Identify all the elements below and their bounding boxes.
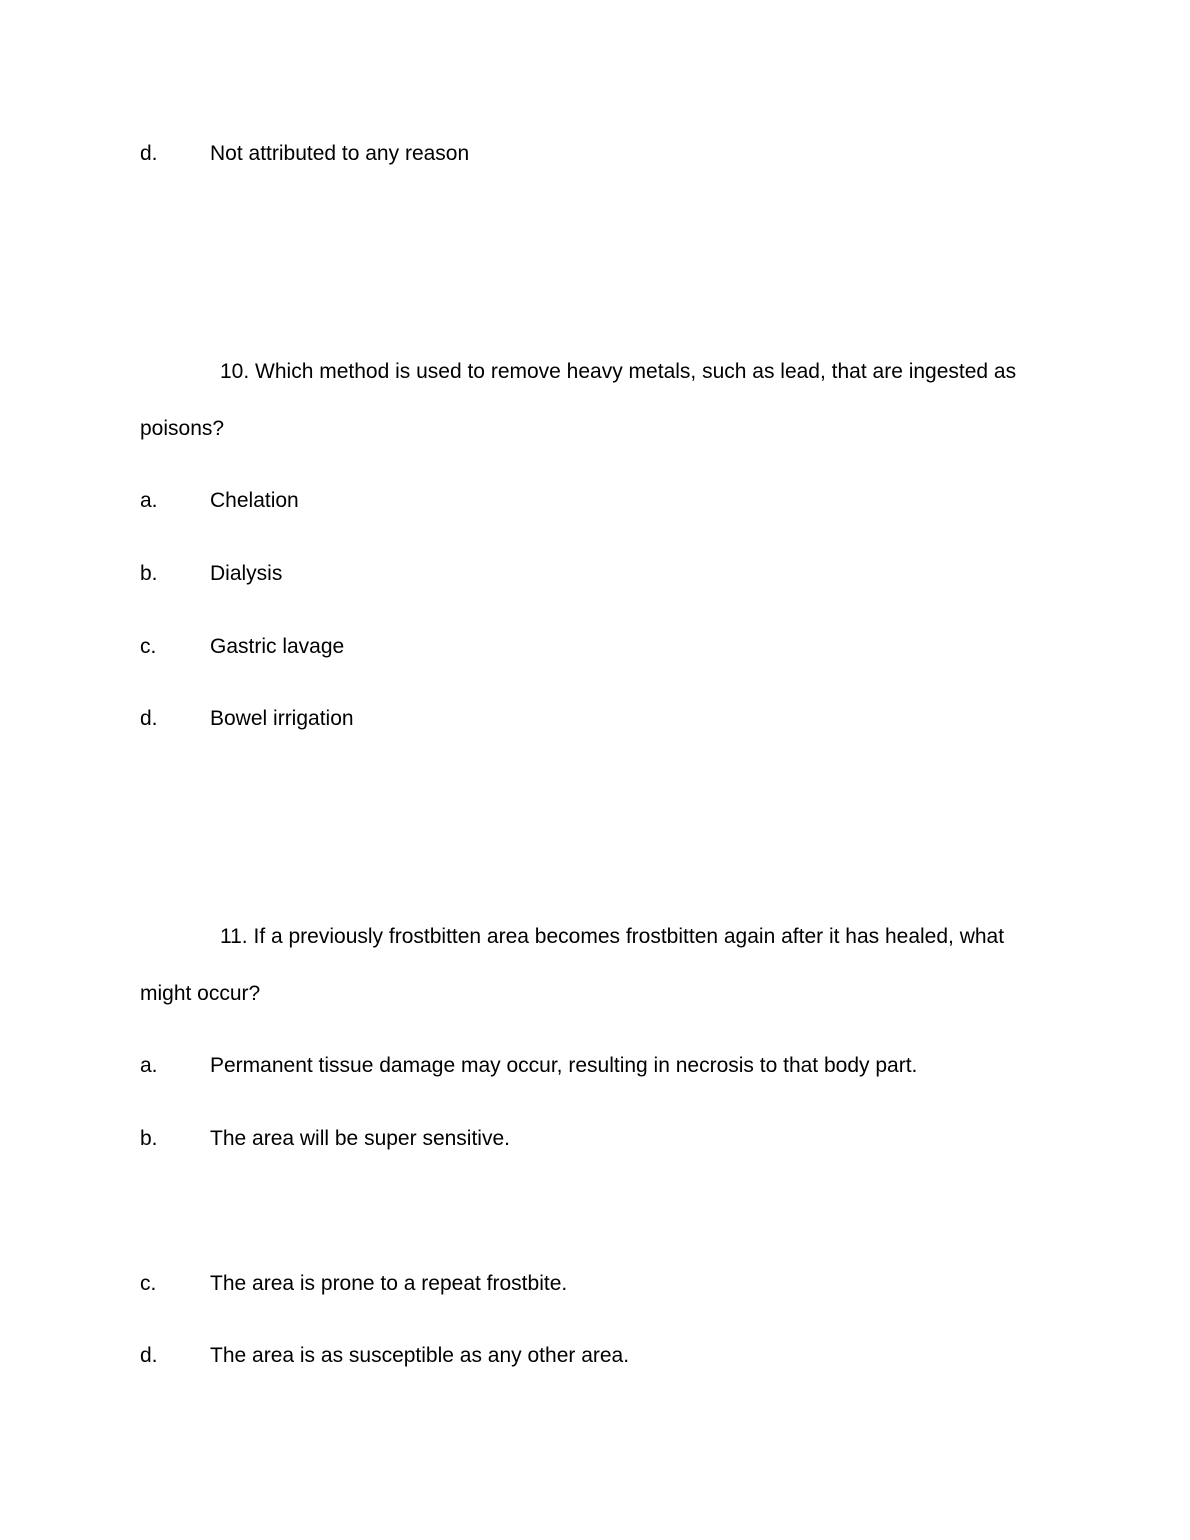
q11-option-a-text: Permanent tissue damage may occur, resulting in necrosis to that body part. — [210, 1054, 918, 1077]
option-letter-prev-d: d. — [140, 142, 158, 165]
q10-option-b-letter: b. — [140, 562, 158, 585]
q11-option-d-letter: d. — [140, 1344, 158, 1367]
q10-option-c-letter: c. — [140, 635, 157, 658]
question-10-prompt — [220, 359, 1016, 385]
q11-option-c-letter: c. — [140, 1272, 157, 1295]
q11-option-b-text: The area will be super sensitive. — [210, 1127, 510, 1150]
q11-option-a-letter: a. — [140, 1054, 158, 1077]
q10-option-d-text: Bowel irrigation — [210, 707, 354, 730]
question-11-prompt-line2: might occur? — [140, 982, 261, 1005]
question-10-prompt-line2: poisons? — [140, 417, 225, 440]
question-10-number: 10. — [220, 360, 250, 383]
q11-option-b-letter: b. — [140, 1127, 158, 1150]
option-text-prev-d: Not attributed to any reason — [210, 142, 470, 165]
q10-option-b-text: Dialysis — [210, 562, 283, 585]
q10-option-c-text: Gastric lavage — [210, 635, 345, 658]
question-11-number: 11. — [220, 925, 248, 948]
q11-option-d-text: The area is as susceptible as any other area. — [210, 1344, 630, 1367]
q11-option-c-text: The area is prone to a repeat frostbite. — [210, 1272, 568, 1295]
q10-option-a-letter: a. — [140, 489, 158, 512]
question-11-prompt — [220, 924, 1004, 950]
q10-option-a-text: Chelation — [210, 489, 299, 512]
question-11-prompt-line1: If a previously frostbitten area becomes frostbitten again after it has healed, what — [253, 925, 1005, 948]
q10-option-d-letter: d. — [140, 707, 158, 730]
question-10-prompt-line1: Which method is used to remove heavy metals, such as lead, that are ingested as — [255, 360, 1017, 383]
